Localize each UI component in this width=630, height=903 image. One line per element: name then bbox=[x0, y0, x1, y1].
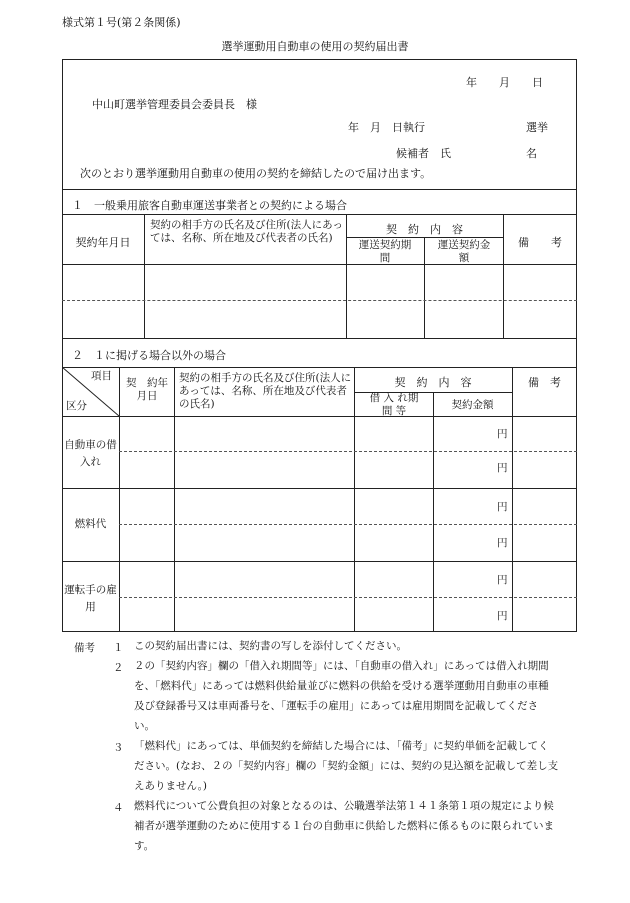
yen-unit: 円 bbox=[497, 537, 508, 549]
name-suffix: 名 bbox=[526, 147, 537, 160]
note-text: ２の「契約内容」欄の「借入れ期間等」には、「自動車の借入れ」にあっては借入れ期間を、「燃料代」にあっては燃料供給量並びに燃料の供給を受ける選挙運動用自動車の車種及び登録番号又は車両番号を、「運転手の雇用」にあっては雇用期間を記載してください。 bbox=[134, 660, 549, 732]
s2-col-contents: 契 約 内 容 bbox=[394, 376, 472, 389]
note-text: 「燃料代」にあっては、単価契約を締結した場合には、「備考」に契約単価を記載してください。(なお、２の「契約内容」欄の「契約金額」には、契約の見込額を記載して差し支えありません。) bbox=[134, 740, 559, 792]
note-text: 燃料代について公費負担の対象となるのは、公職選挙法第１４１条第１項の規定により候補者が選挙運動のために使用する１台の自動車に供給した燃料に係るものに限られています。 bbox=[134, 800, 554, 852]
s1-col-period: 運送契約期 間 bbox=[358, 239, 433, 264]
s2-col-period: 借 入 れ期 間 等 bbox=[369, 392, 419, 417]
s2-col-remarks: 備 考 bbox=[528, 376, 561, 389]
s2-col-party: 契約の相手方の氏名及び住所(法人にあっては、名称、所在地及び代表者の氏名) bbox=[179, 372, 352, 410]
row-category: 自動車の借入れ bbox=[64, 439, 117, 468]
election-date-label: 年 月 日執行 bbox=[348, 121, 425, 134]
candidate-label: 候補者 氏 bbox=[396, 147, 451, 160]
yen-unit: 円 bbox=[497, 428, 508, 440]
s1-col-date: 契約年月日 bbox=[75, 236, 131, 249]
s1-col-party: 契約の相手方の氏名及び住所(法人にあっては、名称、所在地及び代表者の氏名) bbox=[150, 219, 343, 244]
form-number: 様式第１号(第２条関係) bbox=[62, 16, 181, 29]
s2-corner-item: 項目 bbox=[91, 370, 112, 382]
s1-col-remarks: 備 考 bbox=[518, 236, 562, 249]
yen-unit: 円 bbox=[497, 462, 508, 474]
note-text: この契約届出書には、契約書の写しを添付してください。 bbox=[134, 640, 407, 652]
note-number: １ bbox=[113, 642, 124, 654]
note-number: ３ bbox=[113, 742, 124, 754]
s2-col-amount: 契約金額 bbox=[451, 399, 494, 411]
section1-heading: １ 一般乗用旅客自動車運送事業者との契約による場合 bbox=[72, 199, 347, 212]
notes-label: 備考 bbox=[74, 642, 95, 654]
election-suffix: 選挙 bbox=[526, 121, 548, 134]
yen-unit: 円 bbox=[497, 610, 508, 622]
note-number: ２ bbox=[113, 662, 124, 674]
recipient: 中山町選挙管理委員会委員長 様 bbox=[92, 98, 257, 111]
note-number: ４ bbox=[113, 802, 124, 814]
page-title: 選挙運動用自動車の使用の契約届出書 bbox=[221, 40, 409, 53]
s2-corner-category: 区分 bbox=[66, 400, 87, 412]
statement: 次のとおり選挙運動用自動車の使用の契約を締結したので届け出ます。 bbox=[80, 167, 432, 180]
section2-heading: ２ １に掲げる場合以外の場合 bbox=[72, 349, 226, 362]
row-category: 燃料代 bbox=[74, 518, 107, 530]
submission-date: 年 月 日 bbox=[466, 76, 543, 89]
yen-unit: 円 bbox=[497, 574, 508, 586]
row-category: 運転手の雇用 bbox=[64, 584, 117, 613]
s1-col-contents: 契 約 内 容 bbox=[386, 223, 463, 236]
yen-unit: 円 bbox=[497, 501, 508, 513]
s2-col-date: 契 約年月日 bbox=[126, 377, 168, 402]
s1-col-amount: 運送契約金 額 bbox=[437, 239, 512, 264]
